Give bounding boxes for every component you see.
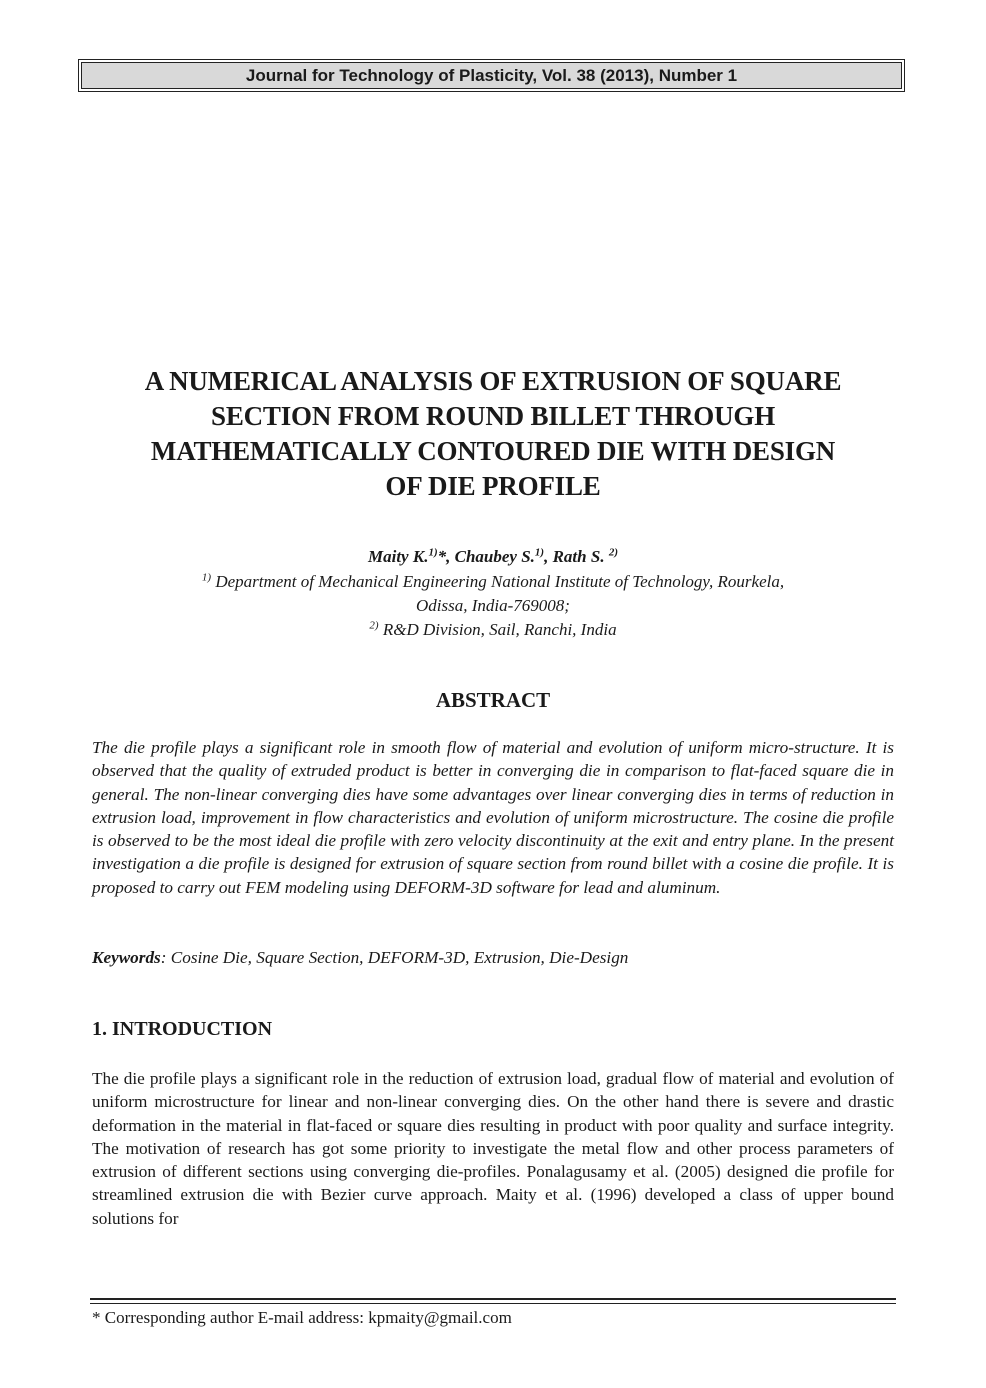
introduction-body: The die profile plays a significant role in the reduction of extrusion load, gradual flow of material and evolution of uniform microstructure for linear and non-linear converging dies. On the other hand there is severe and drastic deformation in the material in flat-faced or square dies resulting in product with poor quality and surface integrity. The motivation of research has got some priority to investigate the metal flow and other process parameters of extrusion of different sections using converging die-profiles. Ponalagusamy et al. (2005) designed die profile for streamlined extrusion die with Bezier curve approach. Maity et al. (1996) developed a class of upper bound solutions for [92, 1069, 894, 1228]
affiliation-2 [92, 618, 894, 642]
footnote-corresponding-author: * Corresponding author E-mail address: kpmaity@gmail.com [92, 1308, 512, 1327]
abstract-heading: ABSTRACT [435, 688, 551, 712]
title-line: A NUMERICAL ANALYSIS OF EXTRUSION OF SQUARE [144, 366, 842, 396]
affiliation-1 [92, 570, 894, 594]
paper-title [92, 364, 894, 504]
keywords-label: Keywords [92, 948, 161, 967]
author-list [92, 546, 894, 568]
title-line: MATHEMATICALLY CONTOURED DIE WITH DESIGN [150, 436, 836, 466]
abstract-body: The die profile plays a significant role in smooth flow of material and evolution of uniform micro-structure. It is observed that the quality of extruded product is better in converging die in comparison to flat-faced square die in general. The non-linear converging dies have some advantages over linear converging dies in terms of reduction in extrusion load, improvement in flow characteristics and evolution of uniform microstructure. The cosine die profile is observed to be the most ideal die profile with zero velocity discontinuity at the exit and entry plane. In the present investigation a die profile is designed for extrusion of square section from round billet with a cosine die profile. It is proposed to carry out FEM modeling using DEFORM-3D software for lead and aluminum. [92, 738, 894, 897]
footnote-divider-thin [90, 1303, 896, 1304]
keywords-list: : Cosine Die, Square Section, DEFORM-3D, Extrusion, Die-Design [160, 948, 629, 967]
title-line: OF DIE PROFILE [385, 471, 601, 501]
author-name: Maity K. [368, 547, 429, 566]
author-name: Rath S. [552, 547, 609, 566]
affil-mark: 2) [369, 619, 379, 632]
section-heading-introduction: 1. INTRODUCTION [92, 1018, 273, 1040]
affiliation-1-cont: Odissa, India-769008; [416, 596, 570, 615]
affil-mark: 1) [201, 571, 212, 584]
title-line: SECTION FROM ROUND BILLET THROUGH [211, 401, 775, 431]
affil-text: R&D Division, Sail, Ranchi, India [378, 620, 617, 639]
author-affil-mark: 1) [428, 546, 438, 559]
affil-text: Department of Mechanical Engineering National Institute of Technology, Rourkela, [211, 572, 785, 591]
author-name: Chaubey S. [454, 547, 535, 566]
journal-title: Journal for Technology of Plasticity, Vol. 38 (2013), Number 1 [81, 62, 902, 89]
journal-header [78, 59, 905, 92]
corresponding-mark: *, [437, 547, 455, 566]
author-separator: , [544, 547, 553, 566]
keywords [92, 946, 894, 969]
footnote-divider [90, 1298, 896, 1300]
author-affil-mark: 2) [608, 546, 618, 559]
author-affil-mark: 1) [534, 546, 545, 559]
